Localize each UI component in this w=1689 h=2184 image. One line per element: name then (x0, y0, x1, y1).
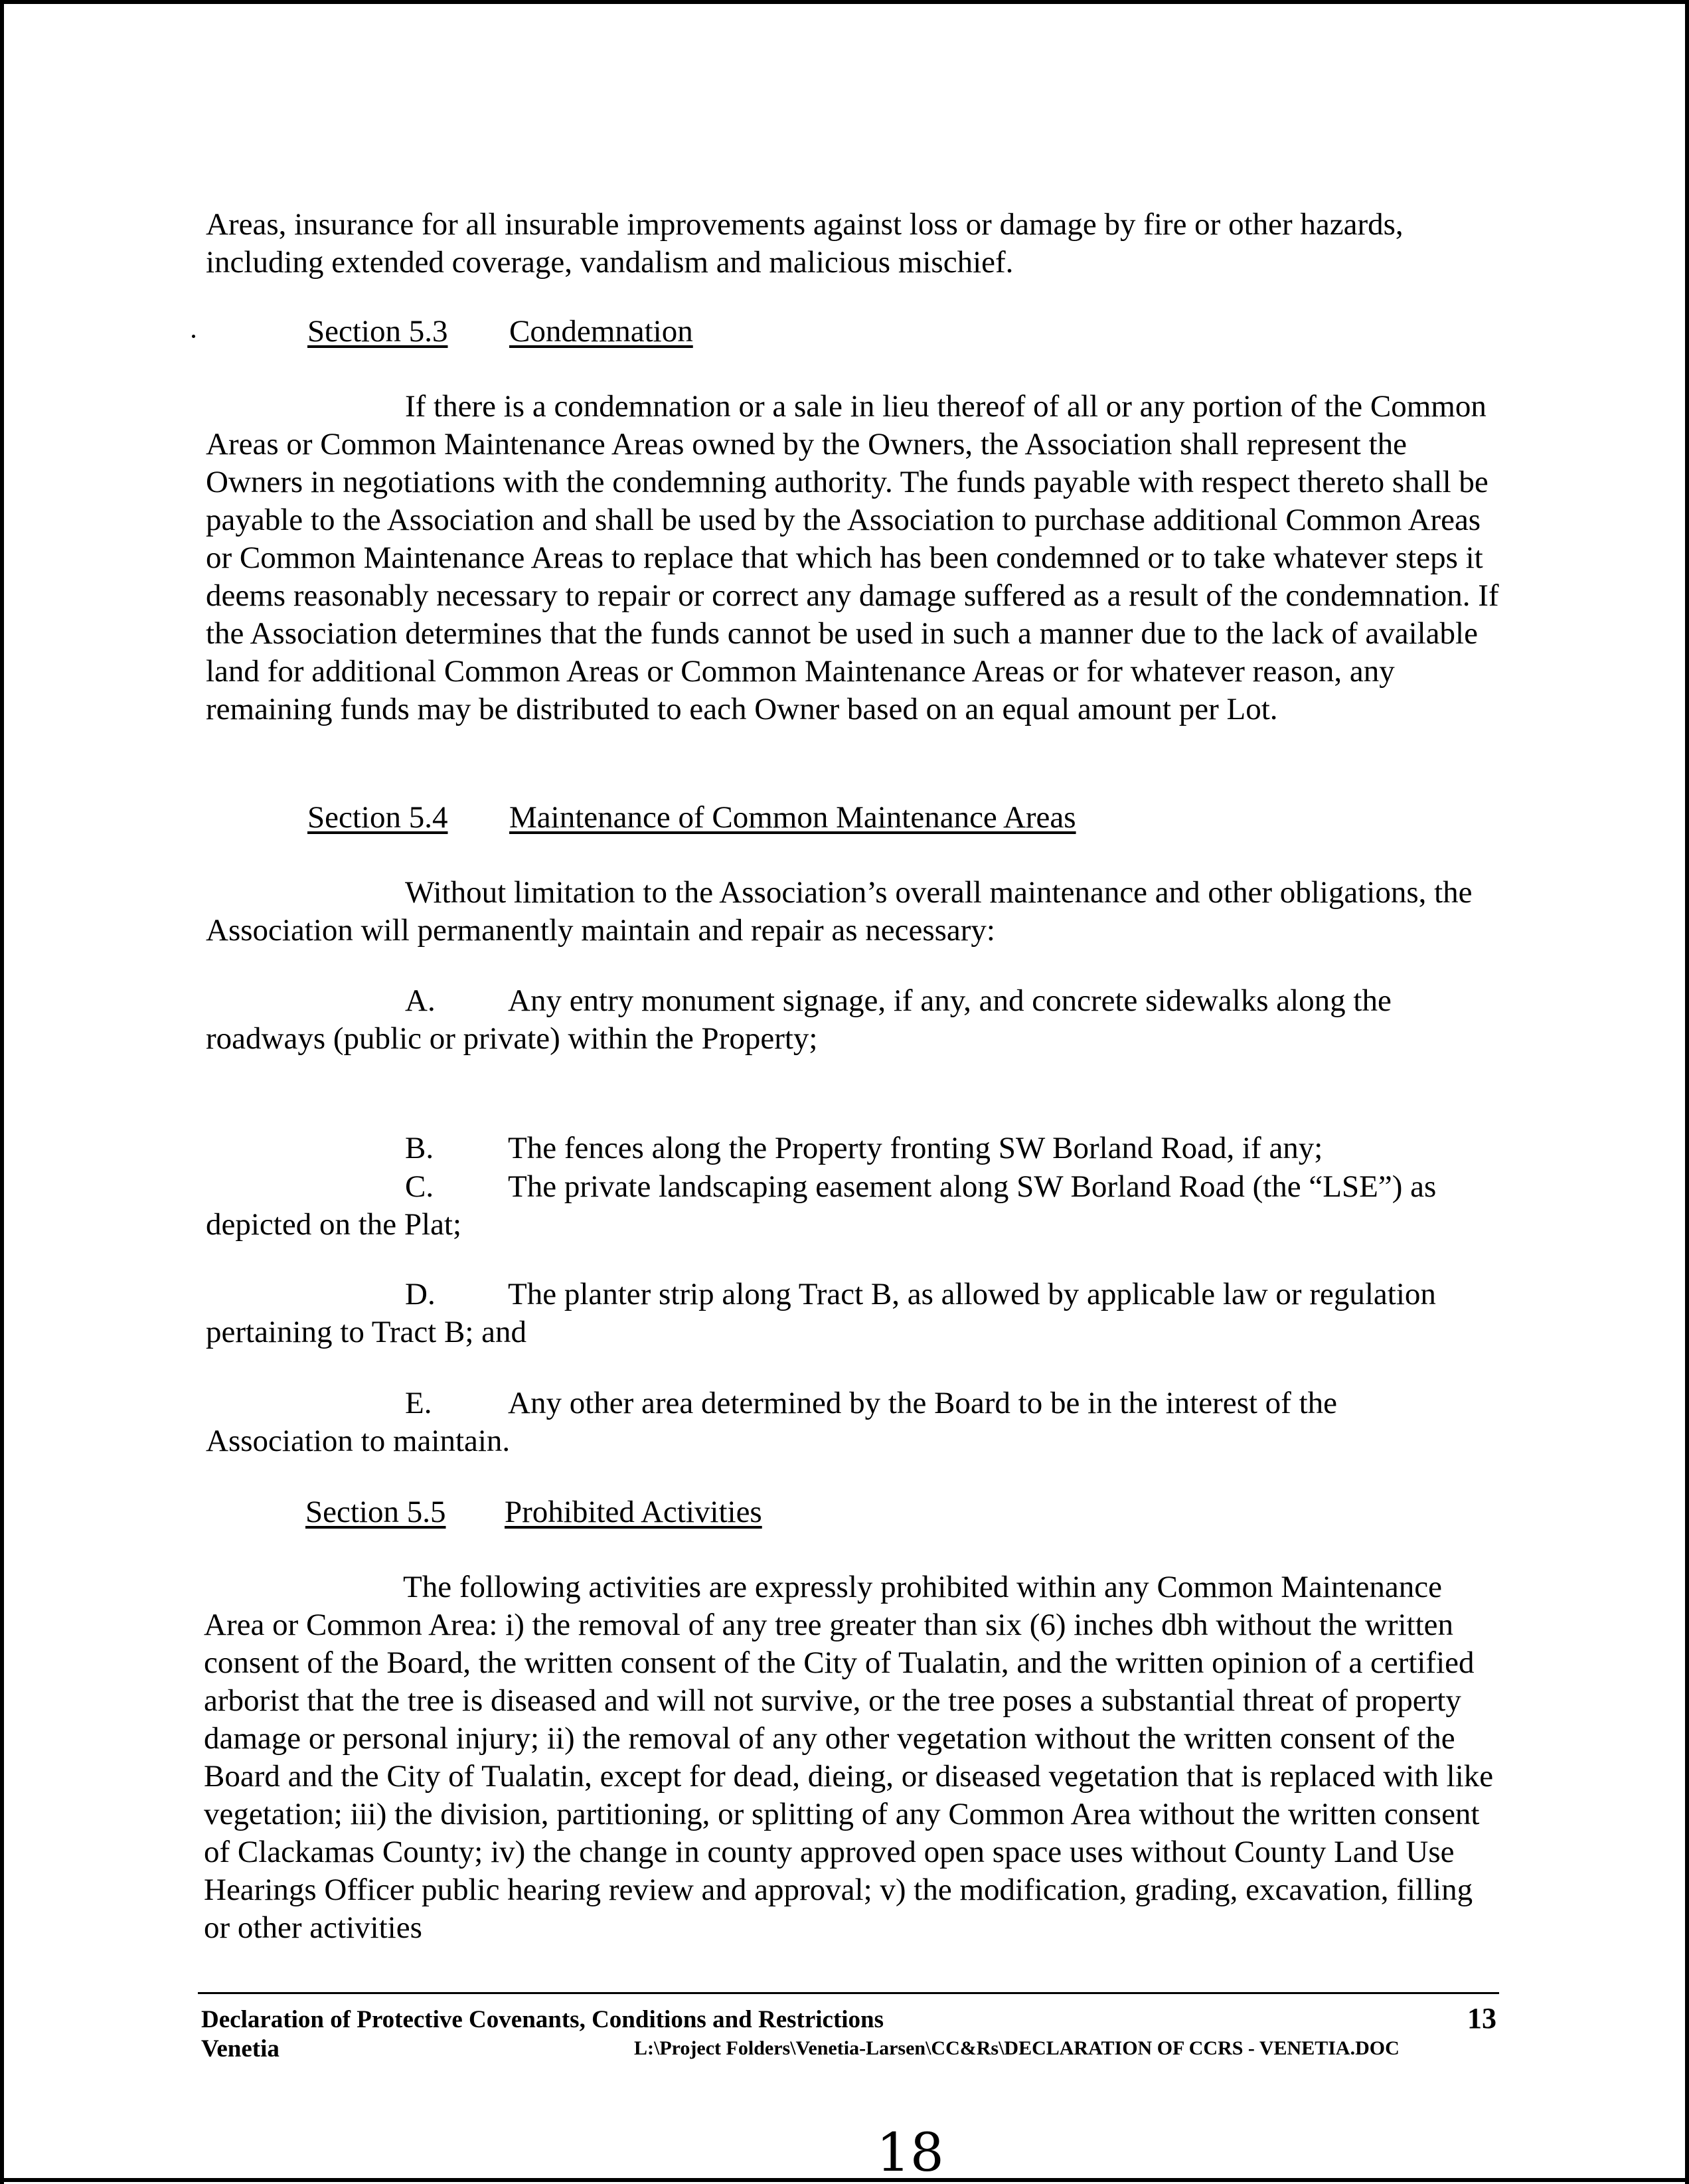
section-5-5-number: Section 5.5 (305, 1495, 446, 1529)
item-e-letter: E. (405, 1386, 432, 1420)
intro-paragraph: Areas, insurance for all insurable improvements against loss or damage by fire or other hazards, including extended coverage, vandalism and malicious mischief. (206, 207, 1404, 280)
handwritten-page-number: 18 (876, 2122, 944, 2183)
section-5-4-number: Section 5.4 (307, 800, 448, 835)
item-e-line2: Association to maintain. (206, 1424, 511, 1458)
section-5-5-paragraph: The following activities are expressly prohibited within any Common Maintenance Area or Common Area: i) the removal of any tree greater than six (6) inches dbh without the written consent of the Board, the written consent of the City of Tualatin, and the written opinion of a certified arborist that the tree is diseased and will not survive, or the tree poses a substantial threat of property damage or personal injury; ii) the removal of any other vegetation without the written consent of the Board and the City of Tualatin, except for dead, dieing, or diseased vegetation that is replaced with like vegetation; iii) the division, partitioning, or splitting of any Common Area without the written consent of Clackamas County; iv) the change in county approved open space uses without County Land Use Hearings Officer public hearing review and approval; v) the modification, grading, excavation, filling or other activities (204, 1570, 1494, 1945)
item-c-line2: depicted on the Plat; (206, 1207, 462, 1242)
section-5-3-number: Section 5.3 (307, 314, 448, 349)
section-5-3-paragraph: If there is a condemnation or a sale in lieu thereof of all or any portion of the Common Areas or Common Maintenance Areas owned by the Owners, the Association shall represent the Owners in negotiations with the condemning authority. The funds payable with respect thereto shall be payable to the Association and shall be used by the Association to purchase additional Common Areas or Common Maintenance Areas to replace that which has been condemned or to take whatever steps it deems reasonably necessary to repair or correct any damage suffered as a result of the condemnation. If the Association determines that the funds cannot be used in such a manner due to the lack of available land for additional Common Areas or Common Maintenance Areas or for whatever reason, any remaining funds may be distributed to each Owner based on an equal amount per Lot. (206, 389, 1499, 726)
section-5-3-title: Condemnation (509, 314, 693, 349)
footer-file-path: L:\Project Folders\Venetia-Larsen\CC&Rs\DECLARATION OF CCRS - VENETIA.DOC (634, 2037, 1400, 2059)
item-a-letter: A. (405, 983, 436, 1018)
item-c-line1: The private landscaping easement along SW Borland Road (the “LSE”) as (508, 1169, 1437, 1204)
item-d-letter: D. (405, 1277, 436, 1311)
item-e-line1: Any other area determined by the Board to be in the interest of the (508, 1386, 1337, 1420)
section-5-4-title: Maintenance of Common Maintenance Areas (509, 800, 1076, 835)
item-a-line2: roadways (public or private) within the Property; (206, 1021, 818, 1056)
footer-rule (198, 1992, 1499, 1994)
page-border-bottom (0, 2178, 1689, 2182)
section-5-4-paragraph: Without limitation to the Association’s overall maintenance and other obligations, the Association will permanently maintain and repair as necessary: (206, 875, 1473, 948)
item-a-line1: Any entry monument signage, if any, and concrete sidewalks along the (508, 983, 1392, 1018)
page-border-right (1685, 0, 1689, 2184)
item-b-line1: The fences along the Property fronting SW Borland Road, if any; (508, 1131, 1323, 1165)
footer-project: Venetia (201, 2035, 280, 2062)
section-5-5-title: Prohibited Activities (505, 1495, 762, 1529)
item-c-letter: C. (405, 1169, 434, 1204)
footer-title: Declaration of Protective Covenants, Conditions and Restrictions (201, 2006, 884, 2033)
footer-page-number: 13 (1467, 2002, 1496, 2035)
item-d-line2: pertaining to Tract B; and (206, 1315, 527, 1349)
item-d-line1: The planter strip along Tract B, as allowed by applicable law or regulation (508, 1277, 1436, 1311)
scan-speck (192, 335, 195, 338)
item-b-letter: B. (405, 1131, 434, 1165)
